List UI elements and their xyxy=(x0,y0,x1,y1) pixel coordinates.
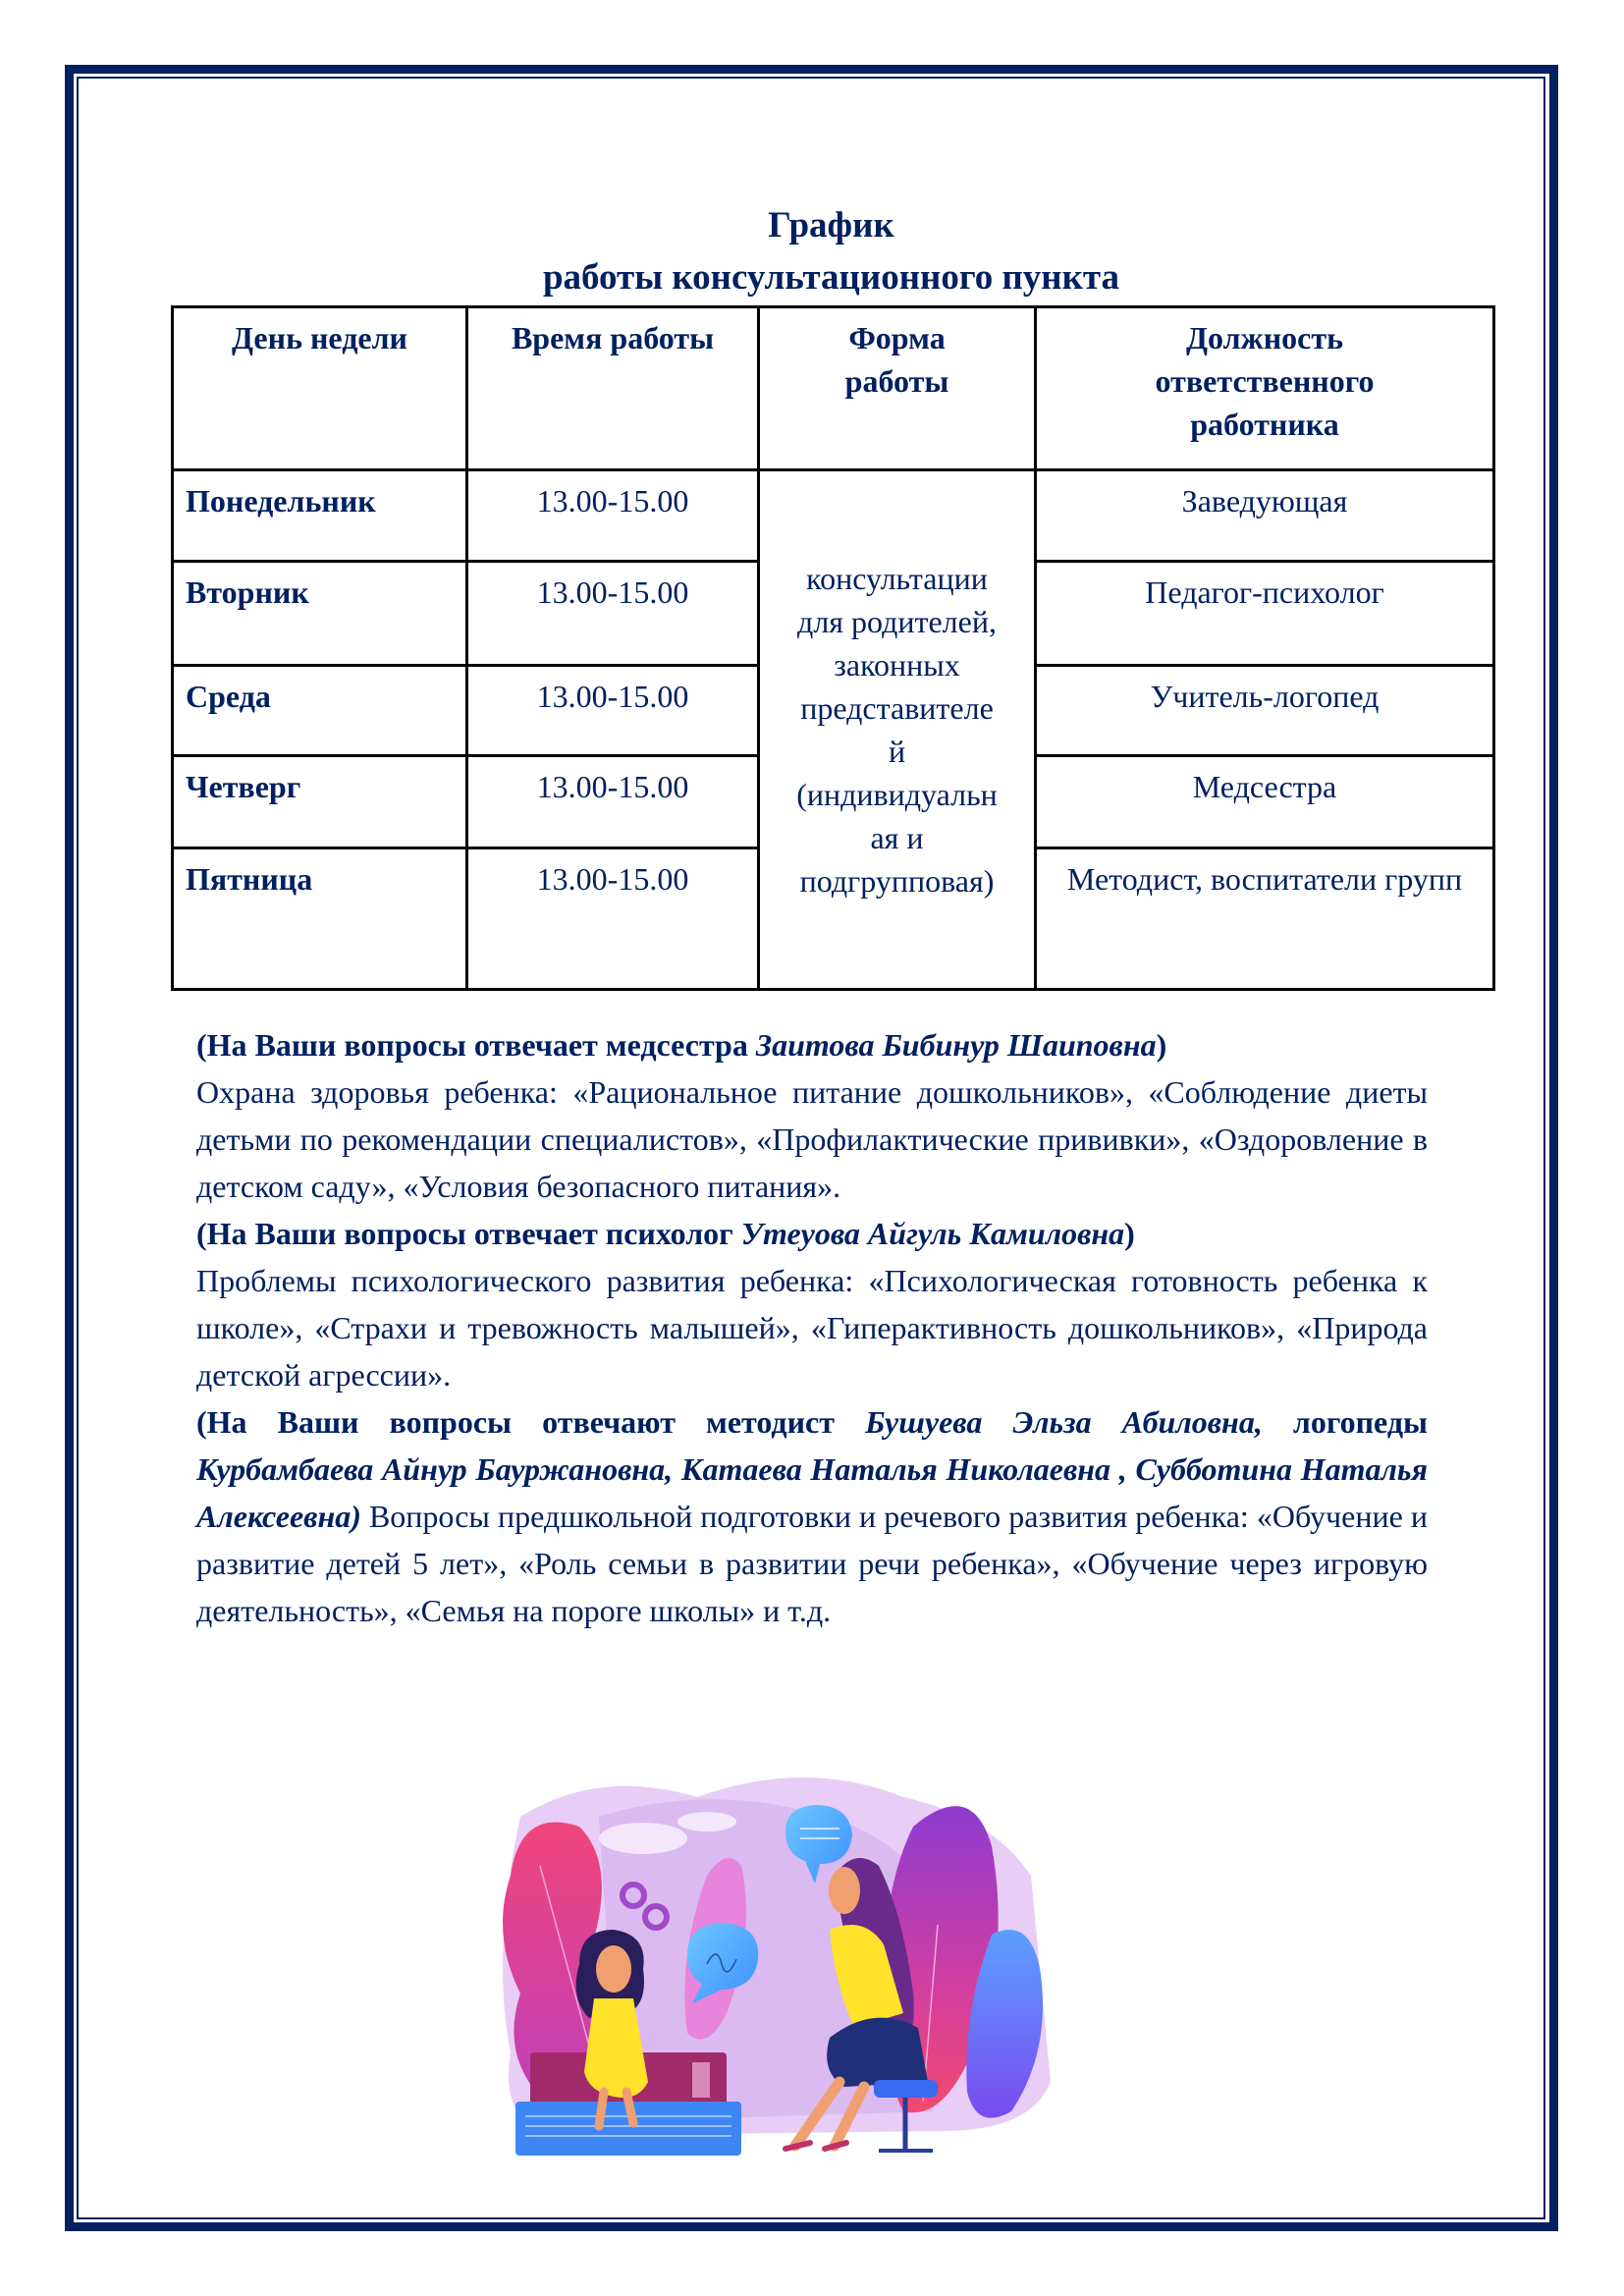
cell-position: Педагог-психолог xyxy=(1036,562,1494,666)
cell-day: Четверг xyxy=(173,756,467,848)
section-psychologist-intro: (На Ваши вопросы отвечает психолог xyxy=(196,1216,741,1251)
cell-time: 13.00-15.00 xyxy=(467,756,759,848)
section-psychologist-names: Утеуова Айгуль Камиловна xyxy=(740,1216,1125,1251)
page-title: График xyxy=(768,205,894,246)
psychologist-consultation-illustration xyxy=(481,1758,1070,2170)
cell-time: 13.00-15.00 xyxy=(467,666,759,756)
section-nurse-intro: (На Ваши вопросы отвечает медсестра xyxy=(196,1027,756,1063)
cell-form-merged: консультации для родителей, законных представителе й (индивидуальн ая и подгрупповая) xyxy=(759,470,1036,990)
cell-time: 13.00-15.00 xyxy=(467,848,759,990)
stool-seat xyxy=(874,2080,938,2098)
section-psychologist-text: Проблемы психологического развития ребенка: «Психологическая готовность ребенка к школе», «Страхи и тревожность малышей», «Гиперактивность дошкольников», «Природа детской агрессии». xyxy=(196,1263,1428,1393)
cell-time: 13.00-15.00 xyxy=(467,562,759,666)
consultation-topics xyxy=(196,1021,1428,1634)
cell-day: Пятница xyxy=(173,848,467,990)
section-methodist xyxy=(196,1398,1428,1634)
girl-face xyxy=(596,1945,631,1993)
header-form: Форма работы xyxy=(759,307,1036,470)
section-nurse-text: Охрана здоровья ребенка: «Рациональное питание дошкольников», «Соблюдение диеты детьми по рекомендации специалистов», «Профилактические прививки», «Оздоровление в детском саду», «Условия безопасного питания». xyxy=(196,1074,1428,1204)
schedule-table xyxy=(171,305,1495,991)
cell-position: Учитель-логопед xyxy=(1036,666,1494,756)
cell-position: Заведующая xyxy=(1036,470,1494,562)
header-day: День недели xyxy=(173,307,467,470)
section-methodist-intro: (На Ваши вопросы отвечают методист xyxy=(196,1404,866,1440)
cell-position: Методист, воспитатели групп xyxy=(1036,848,1494,990)
cloud-icon xyxy=(599,1823,687,1854)
header-time: Время работы xyxy=(467,307,759,470)
header-position: Должность ответственного работника xyxy=(1036,307,1494,470)
cell-position: Медсестра xyxy=(1036,756,1494,848)
section-nurse-names: Заитова Бибинур Шаиповна xyxy=(755,1027,1157,1063)
table-header-row xyxy=(173,307,1494,470)
section-nurse: (На Ваши вопросы отвечает медсестра Заитова Бибинур Шаиповна) xyxy=(196,1027,1167,1063)
section-methodist-names2: Курбамбаева Айнур Бауржановна, Катаева Наталья Николаевна , Субботина Наталья Алексеевна) xyxy=(196,1451,1428,1534)
table-row xyxy=(173,470,1494,562)
cell-time: 13.00-15.00 xyxy=(467,470,759,562)
section-methodist-mid: логопеды xyxy=(1262,1404,1429,1440)
section-methodist-text: Вопросы предшкольной подготовки и речевого развития ребенка: «Обучение и развитие детей 5 лет», «Роль семьи в развитии речи ребенка», «Обучение через игровую деятельность», «Семья на пороге школы» и т.д. xyxy=(196,1499,1428,1628)
section-methodist-names1: Бушуева Эльза Абиловна, xyxy=(865,1404,1263,1440)
cell-day: Вторник xyxy=(173,562,467,666)
cloud-icon xyxy=(677,1812,736,1831)
section-psychologist: (На Ваши вопросы отвечает психолог Утеуова Айгуль Камиловна) xyxy=(196,1216,1135,1251)
cell-day: Понедельник xyxy=(173,470,467,562)
woman-face xyxy=(829,1867,860,1914)
page-subtitle: работы консультационного пункта xyxy=(542,257,1120,298)
cell-day: Среда xyxy=(173,666,467,756)
